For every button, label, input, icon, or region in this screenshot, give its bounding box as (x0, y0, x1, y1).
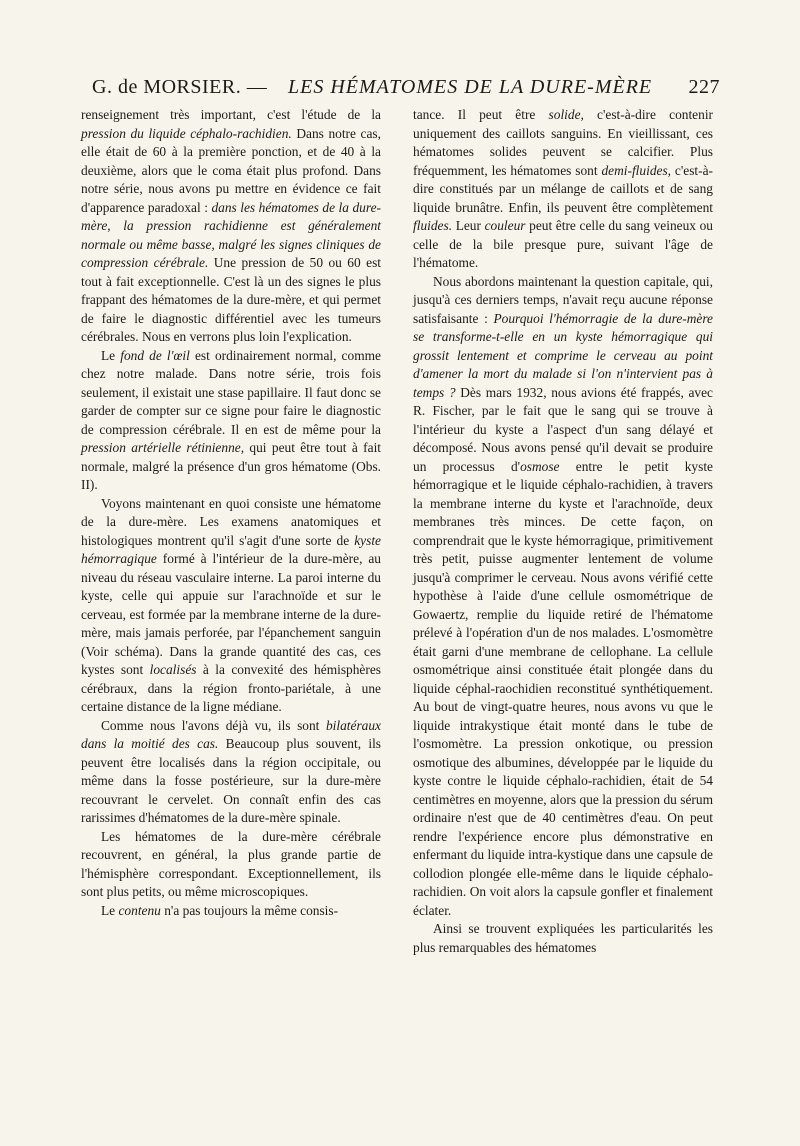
text-run: n'a pas toujours la même consis- (160, 902, 339, 918)
italic-run: contenu (118, 902, 161, 918)
paragraph (81, 495, 381, 717)
italic-run: fond de l'œil (120, 347, 190, 363)
italic-run: bilatéraux dans la moitié des cas. (81, 717, 381, 751)
running-header (92, 72, 720, 106)
italic-run: localisés (149, 662, 197, 677)
text-run: Comme nous l'avons déjà vu, ils sont (101, 717, 326, 733)
paragraph: Les hématomes de la dure-mère cérébrale recouvrent, en général, la plus grande partie de l'hémisphère correspondant. Exceptionnellement, ils sont plus petits, ou même microscopiques. (81, 828, 381, 899)
italic-run: solide, (548, 107, 584, 122)
paragraph (81, 717, 381, 828)
text-run: Le (101, 902, 119, 918)
header-author: G. de MORSIER. — (92, 76, 268, 98)
text-run: c'est-à-dire contenir uniquement des caillots sanguins. En vieillissant, ces hématomes solides peuvent se calcifier. Plus fréquemment, les hématomes sont (413, 107, 713, 178)
text-run: Voyons maintenant en quoi consiste une hématome de la dure-mère. Les examens anatomiques et histologiques montrent qu'il s'agit d'une sorte de (81, 495, 381, 548)
italic-run: fluides. (413, 218, 453, 233)
italic-run: demi-fluides, (601, 162, 672, 178)
text-run: entre le petit kyste hémorragique et le liquide céphalo-rachidien, à travers la membrane interne du kyste et l'arachnoïde, deux membranes très minces. De cette façon, on comprendrait que le kyste hémorragique, primitivement très petit, puisse augmenter lentement de volume jusqu'à comprimer le cerveau. Nous avons vérifié cette hypothèse à l'aide d'une cellule osmométrique de Gowaertz, remplie du liquide retiré de l'hématome prélevé à l'opération d'un de nos malades. L'osmomètre était garni d'une membrane de cellophane. La cellule osmométrique ainsi constituée était plongée dans du liquide céphal-raochidien reconstitué synthétiquement. Au bout de vingt-quatre heures, nous avons vu que le liquide intrakystique était monté dans le tube de l'osmomètre. La pression onkotique, ou pression osmotique des albumines, développée par le liquide du kyste contre le liquide céphalo-rachidien, était de 54 centimètres en moyenne, alors que la pression du sérum ordinaire n'est que de 40 centimètres d'eau. On peut rendre l'expérience encore plus démonstrative en enfermant du liquide intra-kystique dans une capsule de collodion plongée elle-même dans le liquide céphalo-rachidien. On voit alors la capsule gonfler et finalement éclater. (413, 458, 713, 918)
italic-run: kyste hémorragique (81, 532, 381, 566)
text-run: Le (101, 347, 121, 363)
paragraph: Ainsi se trouvent expliquées les particularités les plus remarquables des hématomes (413, 921, 713, 955)
italic-run: osmose (520, 458, 560, 474)
page-number: 227 (688, 76, 720, 98)
text-run: à la convexité des hémisphères cérébraux, dans la région fronto-pariétale, à une certaine distance de la ligne médiane. (81, 662, 381, 714)
paragraph (81, 347, 381, 495)
text-run: Une pression de 50 ou 60 est tout à fait exceptionnelle. C'est là un des signes le plus frappant des hématomes de la dure-mère, et qui permet de faire le diagnostic différentiel avec les tumeurs cérébrales. Nous en verrons plus loin l'explication. (81, 255, 381, 344)
italic-run: pression du liquide céphalo-rachidien. (81, 125, 292, 141)
paragraph (81, 902, 381, 921)
text-run: Beaucoup plus souvent, ils peuvent être localisés dans la région occipitale, ou même dans la fosse postérieure, sur la dure-mère recouvrant le cervelet. On connaît enfin des cas rarissimes d'hématomes de la dure-mère spinale. (81, 736, 381, 825)
text-run: tance. Il peut être (413, 107, 549, 122)
paragraph (81, 106, 381, 347)
text-run: est ordinairement normal, comme chez notre malade. Dans notre série, trois fois seulement, il existait une stase papillaire. Il faut donc se garder de compter sur ce signe pour faire le diagnostic de compression cérébrale. Il en est de même pour la (81, 347, 381, 437)
right-column (413, 106, 713, 957)
text-run: qui peut être tout à fait normale, malgré la présence d'un gros hématome (Obs. II). (81, 440, 382, 492)
text-run: formé à l'intérieur de la dure-mère, au niveau du réseau vasculaire interne. La paroi interne du kyste, celle qui appuie sur l'arachnoïde et sur le cerveau, est formée par la membrane interne de la dure-mère, mais jamais perforée, par l'épanchement sanguin (Voir schéma). Dans la grande quantité des cas, ces kystes sont (81, 551, 381, 677)
italic-run: pression artérielle rétinienne, (81, 440, 245, 455)
paragraph (413, 273, 713, 921)
text-run: Leur (452, 218, 485, 233)
text-run: Dès mars 1932, nous avions été frappés, avec R. Fischer, par le fait que le sang qui se trouve à l'intérieur du kyste a l'aspect d'un sang délayé et décomposé. Nous avons pensé qu'il devait se produire un processus d' (413, 384, 713, 474)
italic-run: Pourquoi l'hémorragie de la dure-mère se transforme-t-elle en un kyste hémorragique qui grossit lentement et comprime le cerveau au point d'amener la mort du malade si l'on n'intervient pas à temps ? (413, 310, 713, 400)
italic-run: couleur (484, 218, 526, 233)
text-run: Nous abordons maintenant la question capitale, qui, jusqu'à ces derniers temps, n'avait reçu aucune réponse satisfaisante : (413, 273, 713, 326)
text-run: renseignement très important, c'est l'étude de la (81, 107, 381, 122)
italic-run: dans les hématomes de la dure-mère, la pression rachidienne est généralement normale ou même basse, malgré les signes cliniques de compression cérébrale. (81, 199, 381, 270)
text-run: peut être celle du sang veineux ou celle de la bile presque pure, suivant l'âge de l'hématome. (413, 218, 713, 270)
text-run: c'est-à-dire constitués par un mélange de caillots et de sang liquide brunâtre. Enfin, ils peuvent être complètement (413, 162, 713, 215)
text-run: Dans notre cas, elle était de 60 à la première ponction, et de 40 à la deuxième, alors que le coma était plus profond. Dans notre série, nous avons pu mettre en évidence ce fait d'apparence paradoxal : (81, 125, 381, 215)
header-title: LES HÉMATOMES DE LA DURE-MÈRE (288, 76, 653, 98)
left-column (81, 106, 381, 920)
paragraph (413, 106, 713, 273)
